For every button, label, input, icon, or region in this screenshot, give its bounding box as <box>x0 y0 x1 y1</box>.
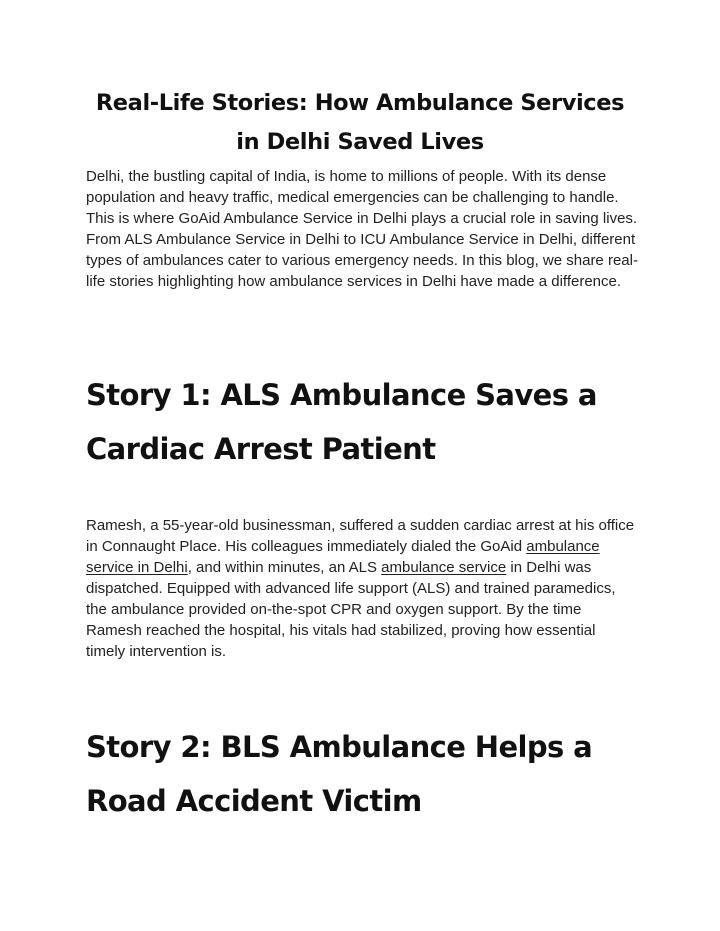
story1-text-part2: , and within minutes, an ALS <box>187 559 382 576</box>
ambulance-service-link[interactable]: ambulance service <box>381 559 507 576</box>
intro-paragraph: Delhi, the bustling capital of India, is home to millions of people. With its dense population and heavy traffic, medical emergencies can be challenging to handle. This is where GoAid Ambulance Service in Delhi plays a crucial role in saving lives. From ALS Ambulance Service in Delhi to ICU Ambulance Service in Delhi, different types of ambulances cater to various emergency needs. In this blog, we share real-life stories highlighting how ambulance services in Delhi have made a difference. <box>86 168 638 290</box>
ambulance-service-in-delhi-link[interactable]: ambulance service in Delhi <box>86 538 600 576</box>
story1-text-part1: Ramesh, a 55-year-old businessman, suffered a sudden cardiac arrest at his office in Connaught Place. His colleagues immediately dialed the GoAid <box>86 517 635 555</box>
story1-text-part3: in Delhi was dispatched. Equipped with advanced life support (ALS) and trained paramedics, the ambulance provided on-the-spot CPR and oxygen support. By the time Ramesh reached the hospital, his vitals had stabilized, proving how essential timely intervention is. <box>86 559 616 660</box>
story2-heading: Story 2: BLS Ambulance Helps a Road Accident Victim <box>86 730 593 818</box>
page-title: Real-Life Stories: How Ambulance Services in Delhi Saved Lives <box>95 90 625 155</box>
story1-paragraph <box>86 515 638 662</box>
story1-heading: Story 1: ALS Ambulance Saves a Cardiac Arrest Patient <box>86 378 597 466</box>
